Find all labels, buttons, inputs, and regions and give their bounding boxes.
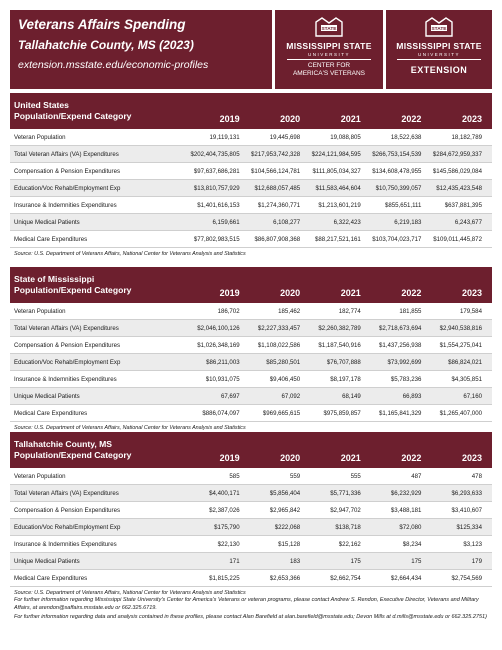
table-cell: $13,810,757,929 xyxy=(193,184,240,192)
table-row xyxy=(10,163,492,180)
table-cell: 18,522,638 xyxy=(390,133,422,141)
table-cell: $2,718,673,694 xyxy=(379,324,422,332)
table-cell: $1,165,841,329 xyxy=(379,409,422,417)
table-cell: 6,243,677 xyxy=(454,218,482,226)
table-cell: $1,026,348,169 xyxy=(197,341,240,349)
table-cell: $8,234 xyxy=(402,540,422,548)
table-cell: $1,554,275,041 xyxy=(439,341,482,349)
logo-university: UNIVERSITY xyxy=(417,52,460,57)
table-cell: $1,187,540,916 xyxy=(318,341,361,349)
table-cell: $6,293,633 xyxy=(451,489,482,497)
table-cell: $12,688,057,485 xyxy=(254,184,301,192)
table-header xyxy=(10,93,492,129)
table-cell: 186,702 xyxy=(217,307,240,315)
table-cell: $637,881,395 xyxy=(444,201,482,209)
table-cell: $104,566,124,781 xyxy=(251,167,301,175)
table-cell: $5,856,404 xyxy=(269,489,301,497)
title-block xyxy=(10,10,272,89)
year-header: 2023 xyxy=(461,114,482,124)
table-row xyxy=(10,536,492,553)
row-label: Veteran Population xyxy=(14,307,66,315)
table-cell: $1,108,022,586 xyxy=(257,341,301,349)
year-header: 2023 xyxy=(461,453,482,463)
table-cell: $202,404,735,805 xyxy=(190,150,240,158)
logo-center-line2: AMERICA'S VETERANS xyxy=(292,70,366,77)
table-cell: 19,088,805 xyxy=(330,133,361,141)
table-row xyxy=(10,197,492,214)
logo-divider xyxy=(287,59,371,60)
table-cell: $111,805,034,327 xyxy=(312,167,361,175)
row-label: Medical Care Expenditures xyxy=(14,235,88,243)
msu-seal-icon xyxy=(423,16,455,38)
table-cell: $224,121,984,595 xyxy=(311,150,361,158)
year-header: 2019 xyxy=(219,453,240,463)
row-label: Insurance & Indemnities Expenditures xyxy=(14,375,117,383)
source-note: Source: U.S. Department of Veterans Affairs, National Center for Veterans Analysis and Statistics xyxy=(14,251,246,257)
row-label: Education/Voc Rehab/Employment Exp xyxy=(14,523,121,531)
table-cell: $10,750,399,057 xyxy=(375,184,422,192)
row-label: Compensation & Pension Expenditures xyxy=(14,167,121,175)
row-label: Veteran Population xyxy=(14,472,66,480)
table-cell: $138,718 xyxy=(335,523,361,531)
table-cell: $2,940,538,816 xyxy=(439,324,482,332)
row-label: Unique Medical Patients xyxy=(14,392,80,400)
report-title: Veterans Affairs Spending xyxy=(18,17,186,32)
table-row xyxy=(10,570,492,587)
table-row xyxy=(10,485,492,502)
table-cell: $2,664,434 xyxy=(390,574,422,582)
table-cell: 585 xyxy=(229,472,240,480)
logo-extension: EXTENSION xyxy=(410,65,468,75)
table-cell: $1,437,256,938 xyxy=(379,341,422,349)
row-label: Medical Care Expenditures xyxy=(14,409,88,417)
table-cell: 179 xyxy=(471,557,482,565)
table-cell: 478 xyxy=(471,472,482,480)
table-cell: 182,774 xyxy=(338,307,361,315)
year-header: 2021 xyxy=(340,453,361,463)
table-cell: $1,213,601,219 xyxy=(318,201,361,209)
table-cell: $2,046,100,126 xyxy=(197,324,240,332)
table-row xyxy=(10,502,492,519)
row-label: Unique Medical Patients xyxy=(14,218,80,226)
table-cell: $11,583,464,604 xyxy=(315,184,361,192)
table-cell: $222,068 xyxy=(274,523,301,531)
table-title xyxy=(14,267,189,303)
table-cell: $85,280,501 xyxy=(266,358,301,366)
table-cell: $3,123 xyxy=(463,540,482,548)
table-cell: $1,815,225 xyxy=(209,574,240,582)
row-label: Insurance & Indemnities Expenditures xyxy=(14,201,117,209)
table-cell: $2,653,366 xyxy=(269,574,301,582)
table-cell: 555 xyxy=(350,472,361,480)
table-cell: $175,790 xyxy=(214,523,240,531)
table-row xyxy=(10,231,492,248)
table-header xyxy=(10,432,492,468)
table-header xyxy=(10,267,492,303)
logo-name: MISSISSIPPI STATE xyxy=(286,41,372,51)
table-cell: $125,334 xyxy=(456,523,482,531)
center-for-americas-veterans-logo xyxy=(275,10,383,89)
table-cell: 487 xyxy=(411,472,422,480)
table-cell: 6,159,661 xyxy=(212,218,240,226)
year-header: 2019 xyxy=(219,288,240,298)
row-label: Compensation & Pension Expenditures xyxy=(14,506,121,514)
table-cell: $76,707,888 xyxy=(326,358,361,366)
year-header: 2020 xyxy=(280,453,301,463)
table-cell: $2,260,382,789 xyxy=(318,324,361,332)
table-row xyxy=(10,337,492,354)
source-note: Source: U.S. Department of Veterans Affairs, National Center for Veterans Analysis and Statistics xyxy=(14,425,246,431)
table-cell: $145,586,029,084 xyxy=(432,167,482,175)
contact-footer xyxy=(14,596,488,622)
table-row xyxy=(10,354,492,371)
year-header: 2023 xyxy=(461,288,482,298)
table-cell: $1,265,407,000 xyxy=(439,409,482,417)
table-cell: $1,401,616,153 xyxy=(197,201,240,209)
year-header: 2022 xyxy=(401,288,422,298)
table-title xyxy=(14,432,189,468)
table-cell: $2,662,754 xyxy=(330,574,361,582)
report-header xyxy=(10,10,492,89)
table-cell: $975,859,857 xyxy=(323,409,361,417)
table-cell: $3,410,607 xyxy=(451,506,482,514)
year-header: 2020 xyxy=(280,288,301,298)
table-cell: $6,232,929 xyxy=(390,489,422,497)
footer-veterans-contact: For further information regarding Mississippi State University's Center for America's Veterans or veteran programs, please contact Andrew S. Rendon, Executive Director, Veterans and Military Affairs, at arendon@saffairs.msstate.edu or 662.325.6719. xyxy=(14,597,479,611)
row-label: Education/Voc Rehab/Employment Exp xyxy=(14,358,121,366)
row-label: Compensation & Pension Expenditures xyxy=(14,341,121,349)
table-cell: $4,305,851 xyxy=(451,375,482,383)
table-region: Tallahatchie County, MS xyxy=(14,439,113,449)
row-label: Total Veteran Affairs (VA) Expenditures xyxy=(14,489,119,497)
table-cell: 6,322,423 xyxy=(333,218,361,226)
table-row xyxy=(10,214,492,231)
table-cell: $3,488,181 xyxy=(390,506,422,514)
table-cell: $2,965,842 xyxy=(269,506,301,514)
logo-name: MISSISSIPPI STATE xyxy=(396,41,482,51)
table-cell: 175 xyxy=(411,557,422,565)
table-cell: 18,182,789 xyxy=(451,133,482,141)
table-cell: $2,947,702 xyxy=(330,506,361,514)
table-cell: 19,119,131 xyxy=(209,133,240,141)
table-cell: $22,130 xyxy=(217,540,240,548)
table-region: United States xyxy=(14,100,69,110)
logo-divider xyxy=(397,59,481,60)
footer-data-contact: For further information regarding data and analysis contained in these profiles, please contact Alan Barefield at alan.barefield@msstate.edu; Devon Mills at d.mills@msstate.edu or 662.325.2751) xyxy=(14,614,487,620)
table-row xyxy=(10,468,492,485)
table-row xyxy=(10,371,492,388)
source-note: Source: U.S. Department of Veterans Affairs, National Center for Veterans Analysis and Statistics xyxy=(14,590,246,596)
county-table xyxy=(10,432,492,596)
table-cell: $855,651,111 xyxy=(385,201,422,209)
table-cell: $886,074,097 xyxy=(202,409,240,417)
table-row xyxy=(10,303,492,320)
table-cell: $9,406,450 xyxy=(269,375,301,383)
year-header: 2022 xyxy=(401,114,422,124)
table-cell: 19,445,698 xyxy=(269,133,301,141)
table-cell: $22,162 xyxy=(338,540,361,548)
table-cell: $103,704,023,717 xyxy=(372,235,422,243)
table-cell: 68,149 xyxy=(342,392,361,400)
table-cell: 175 xyxy=(350,557,361,565)
table-cell: $8,197,178 xyxy=(330,375,361,383)
row-label: Unique Medical Patients xyxy=(14,557,80,565)
table-cell: 185,462 xyxy=(278,307,301,315)
table-cell: $266,753,154,539 xyxy=(372,150,422,158)
msu-seal-icon xyxy=(313,16,345,38)
table-cell: $10,931,075 xyxy=(205,375,240,383)
year-header: 2020 xyxy=(280,114,301,124)
table-row xyxy=(10,519,492,536)
table-cell: $4,400,171 xyxy=(209,489,240,497)
table-cell: $15,128 xyxy=(278,540,301,548)
table-cell: $109,011,445,872 xyxy=(433,235,482,243)
table-row xyxy=(10,405,492,422)
table-cell: $5,783,236 xyxy=(390,375,422,383)
row-label: Insurance & Indemnities Expenditures xyxy=(14,540,117,548)
table-cell: $134,608,478,955 xyxy=(372,167,422,175)
table-cell: $969,665,615 xyxy=(262,409,301,417)
table-cell: $217,953,742,328 xyxy=(251,150,301,158)
row-label: Veteran Population xyxy=(14,133,66,141)
table-cell: $72,080 xyxy=(399,523,422,531)
table-cell: $86,824,021 xyxy=(448,358,482,366)
mississippi-table xyxy=(10,267,492,431)
table-row xyxy=(10,388,492,405)
table-cell: $284,672,959,337 xyxy=(432,150,482,158)
row-label: Education/Voc Rehab/Employment Exp xyxy=(14,184,121,192)
table-row xyxy=(10,553,492,570)
table-cell: 67,160 xyxy=(463,392,482,400)
table-cell: $12,435,423,548 xyxy=(436,184,482,192)
table-row xyxy=(10,180,492,197)
year-header: 2021 xyxy=(340,288,361,298)
table-cell: 559 xyxy=(290,472,301,480)
table-cell: $77,802,983,515 xyxy=(193,235,240,243)
table-cell: $86,211,003 xyxy=(206,358,240,366)
year-header: 2022 xyxy=(401,453,422,463)
table-cell: 179,584 xyxy=(459,307,482,315)
table-cell: 67,697 xyxy=(220,392,240,400)
logo-university: UNIVERSITY xyxy=(307,52,350,57)
table-cell: 183 xyxy=(290,557,301,565)
table-cell: 67,092 xyxy=(281,392,301,400)
table-cell: $97,637,686,281 xyxy=(193,167,240,175)
table-cell: $73,992,699 xyxy=(387,358,422,366)
table-category-header: Population/Expend Category xyxy=(14,285,132,295)
row-label: Medical Care Expenditures xyxy=(14,574,88,582)
table-row xyxy=(10,129,492,146)
united-states-table xyxy=(10,93,492,257)
table-cell: 6,108,277 xyxy=(273,218,301,226)
seal-text: STATE xyxy=(431,27,447,32)
row-label: Total Veteran Affairs (VA) Expenditures xyxy=(14,324,119,332)
report-subtitle: Tallahatchie County, MS (2023) xyxy=(18,38,194,52)
year-header: 2019 xyxy=(219,114,240,124)
row-label: Total Veteran Affairs (VA) Expenditures xyxy=(14,150,119,158)
year-header: 2021 xyxy=(340,114,361,124)
table-cell: 181,855 xyxy=(399,307,422,315)
logo-center-line1: CENTER FOR xyxy=(307,62,351,69)
table-category-header: Population/Expend Category xyxy=(14,450,132,460)
table-title xyxy=(14,93,189,129)
seal-text: STATE xyxy=(321,27,337,32)
table-row xyxy=(10,320,492,337)
table-cell: 6,219,183 xyxy=(394,218,422,226)
table-cell: $5,771,336 xyxy=(330,489,361,497)
table-cell: $88,217,521,161 xyxy=(315,235,361,243)
table-category-header: Population/Expend Category xyxy=(14,111,132,121)
table-cell: $2,754,569 xyxy=(451,574,482,582)
report-url: extension.msstate.edu/economic-profiles xyxy=(18,59,209,71)
msu-extension-logo xyxy=(386,10,492,89)
table-region: State of Mississippi xyxy=(14,274,95,284)
table-cell: $2,227,333,457 xyxy=(257,324,301,332)
table-cell: $86,807,908,368 xyxy=(254,235,301,243)
table-cell: 171 xyxy=(229,557,240,565)
table-cell: $2,387,026 xyxy=(209,506,240,514)
table-cell: $1,274,360,771 xyxy=(257,201,301,209)
table-cell: 66,893 xyxy=(402,392,422,400)
table-row xyxy=(10,146,492,163)
